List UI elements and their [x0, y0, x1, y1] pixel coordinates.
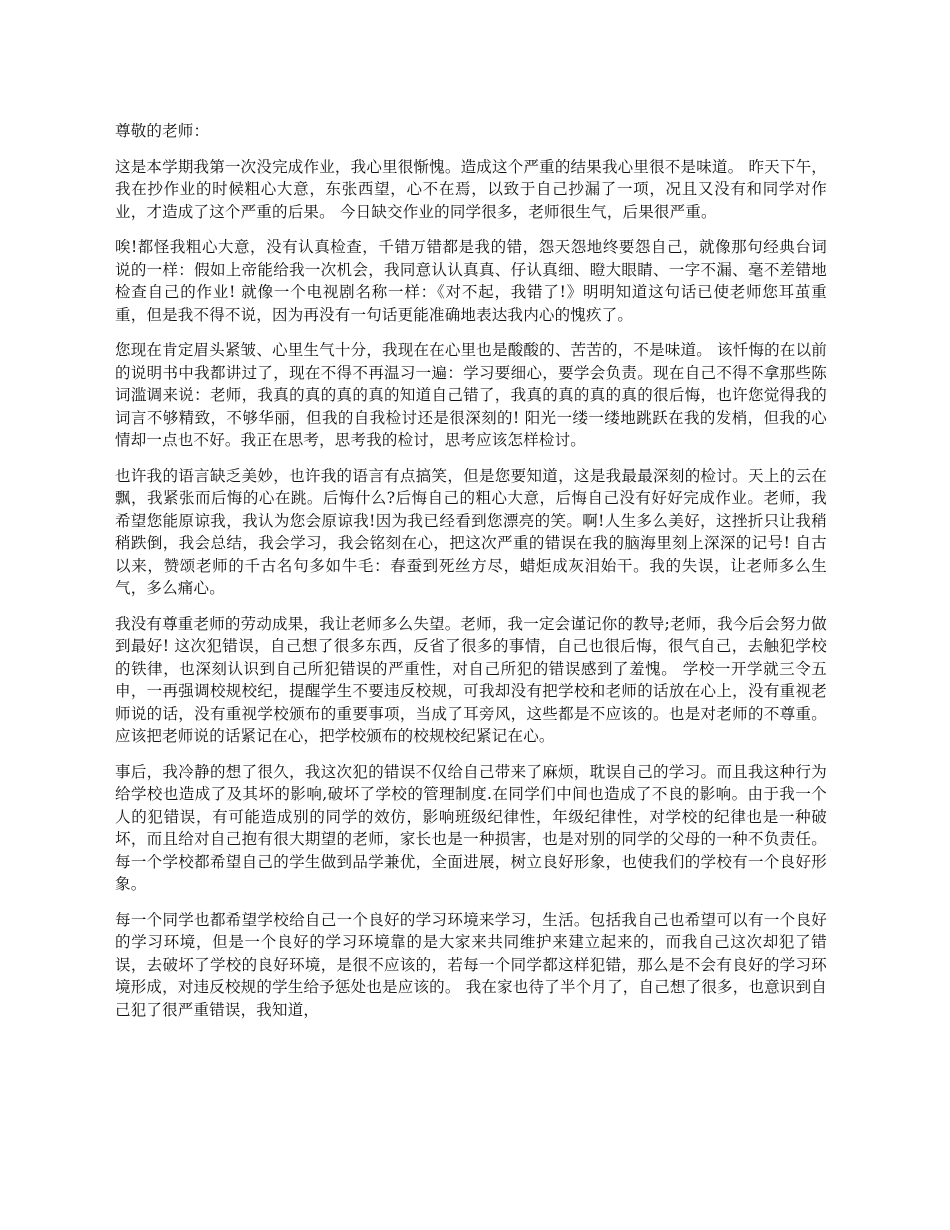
letter-body — [115, 120, 827, 1034]
paragraph-3: 您现在肯定眉头紧皱、心里生气十分，我现在在心里也是酸酸的、苦苦的，不是味道。 该忏悔的在以前的说明书中我都讲过了，现在不得不再温习一遍：学习要细心，要学会负责。现在自己不得不拿那些陈词滥调来说：老师，我真的真的真的真的知道自己错了，我真的真的真的真的很后悔，也许您觉得我的词言不够精致，不够华丽，但我的自我检讨还是很深刻的! 阳光一缕一缕地跳跃在我的发梢，但我的心情却一点也不好。我正在思考，思考我的检讨，思考应该怎样检讨。 — [115, 341, 827, 449]
paragraph-5: 我没有尊重老师的劳动成果，我让老师多么失望。老师，我一定会谨记你的教导;老师，我今后会努力做到最好! 这次犯错误，自己想了很多东西，反省了很多的事情，自己也很后悔，很气自己，去触犯学校的铁律，也深刻认识到自己所犯错误的严重性，对自己所犯的错误感到了羞愧。 学校一开学就三令五申，一再强调校规校纪，提醒学生不要违反校规，可我却没有把学校和老师的话放在心上，没有重视老师说的话，没有重视学校颁布的重要事项，当成了耳旁风，这些都是不应该的。也是对老师的不尊重。应该把老师说的话紧记在心，把学校颁布的校规校纪紧记在心。 — [115, 614, 827, 745]
paragraph-4: 也许我的语言缺乏美妙，也许我的语言有点搞笑，但是您要知道，这是我最最深刻的检讨。天上的云在飘，我紧张而后悔的心在跳。后悔什么?后悔自己的粗心大意，后悔自己没有好好完成作业。老师，我希望您能原谅我，我认为您会原谅我!因为我已经看到您漂亮的笑。啊!人生多么美好，这挫折只让我稍稍跌倒，我会总结，我会学习，我会铭刻在心，把这次严重的错误在我的脑海里刻上深深的记号! 自古以来，赞颂老师的千古名句多如牛毛：春蚕到死丝方尽，蜡炬成灰泪始干。我的失误，让老师多么生气，多么痛心。 — [115, 466, 827, 597]
paragraph-1: 这是本学期我第一次没完成作业，我心里很惭愧。造成这个严重的结果我心里很不是味道。 昨天下午，我在抄作业的时候粗心大意，东张西望，心不在焉，以致于自己抄漏了一项，况且又没有和同学对作业，才造成了这个严重的后果。 今日缺交作业的同学很多，老师很生气，后果很严重。 — [115, 157, 827, 221]
letter-greeting: 尊敬的老师： — [115, 122, 210, 140]
paragraph-7: 每一个同学也都希望学校给自己一个良好的学习环境来学习，生活。包括我自己也希望可以有一个良好的学习环境，但是一个良好的学习环境靠的是大家来共同维护来建立起来的，而我自己这次却犯了错误，去破坏了学校的良好环境，是很不应该的，若每一个同学都这样犯错，那么是不会有良好的学习环境形成，对违反校规的学生给予惩处也是应该的。 我在家也待了半个月了，自己想了很多，也意识到自己犯了很严重错误，我知道， — [115, 910, 827, 1019]
paragraph-6: 事后，我冷静的想了很久，我这次犯的错误不仅给自己带来了麻烦，耽误自己的学习。而且我这种行为给学校也造成了及其坏的影响,破坏了学校的管理制度.在同学们中间也造成了不良的影响。由于我一个人的犯错误，有可能造成别的同学的效仿，影响班级纪律性，年级纪律性，对学校的纪律也是一种破坏，而且给对自己抱有很大期望的老师，家长也是一种损害，也是对别的同学的父母的一种不负责任。 每一个学校都希望自己的学生做到品学兼优，全面进展，树立良好形象，也使我们的学校有一个良好形象。 — [115, 762, 827, 893]
paragraph-2: 唉!都怪我粗心大意，没有认真检查，千错万错都是我的错，怨天怨地终要怨自己，就像那句经典台词说的一样：假如上帝能给我一次机会，我同意认认真真、仔认真细、瞪大眼睛、一字不漏、毫不差错地检查自己的作业! 就像一个电视剧名称一样：《对不起，我错了!》明明知道这句话已使老师您耳茧重重，但是我不得不说，因为再没有一句话更能准确地表达我内心的愧疚了。 — [115, 238, 827, 324]
